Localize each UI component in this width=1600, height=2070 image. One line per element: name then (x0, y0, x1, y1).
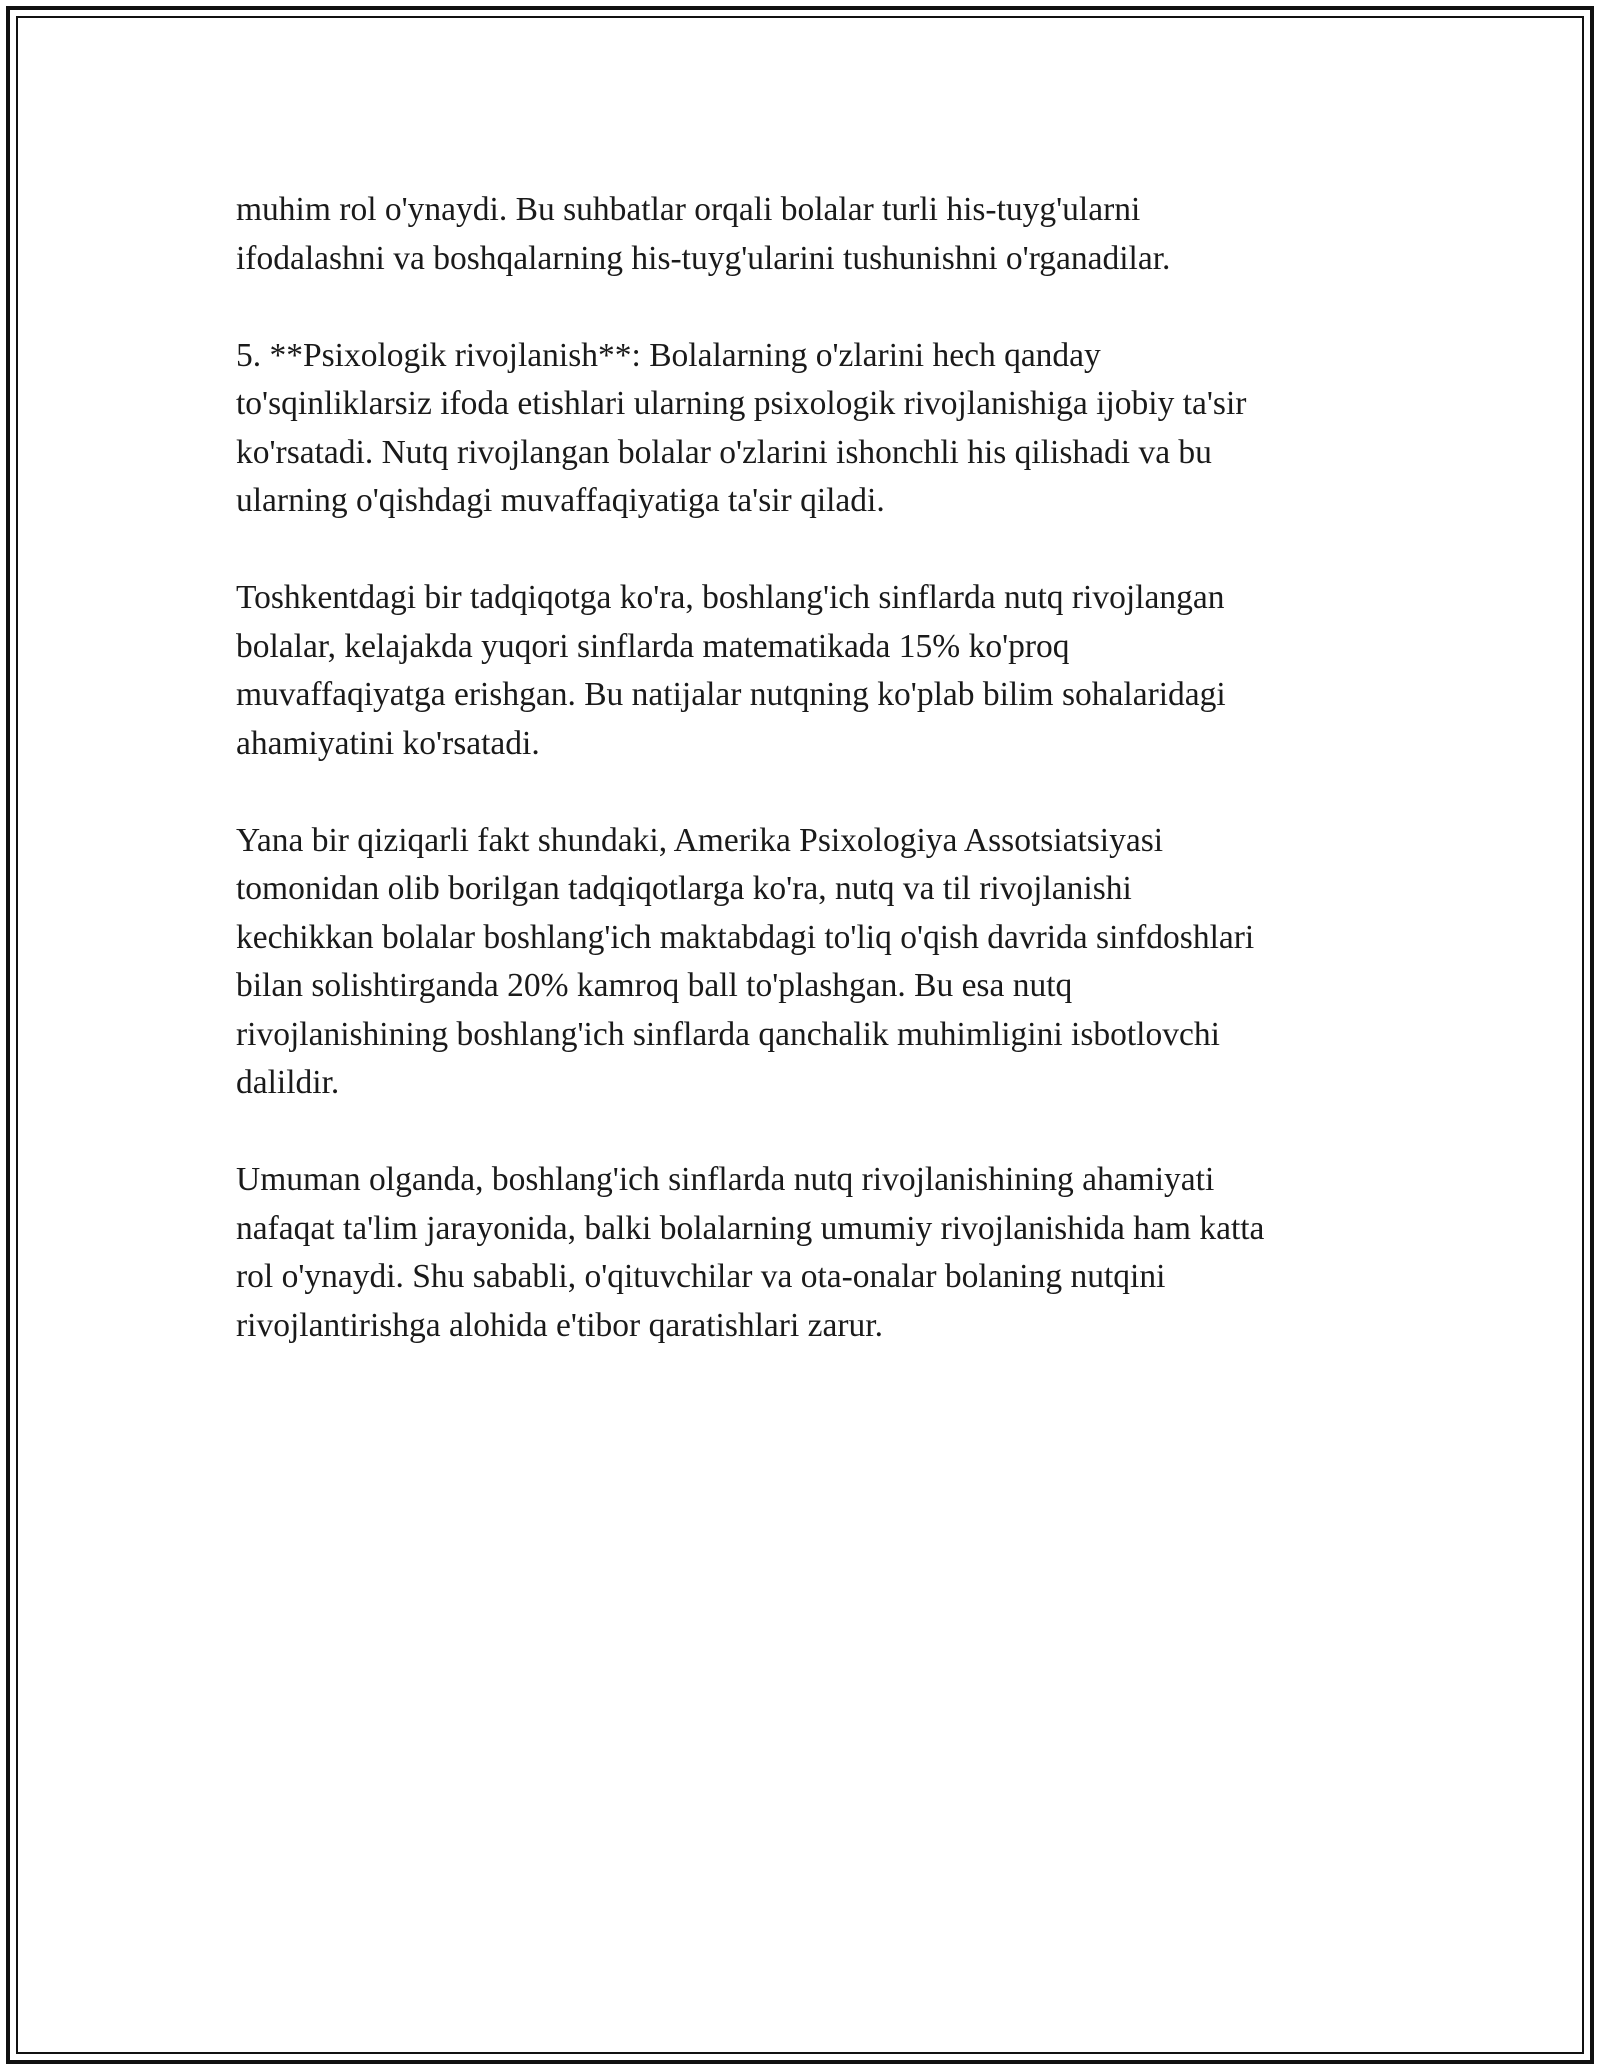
paragraph-psychological-development: 5. **Psixologik rivojlanish**: Bolalarning o'zlarini hech qanday to'sqinliklarsiz ifoda etishlari ularning psixologik rivojlanishiga ijobiy ta'sir ko'rsatadi. Nutq rivojlangan bolalar o'zlarini ishonchli his qilishadi va bu ularning o'qishdagi muvaffaqiyatiga ta'sir qiladi. (236, 336, 1247, 519)
document-body (236, 186, 1386, 1399)
paragraph-tashkent-study: Toshkentdagi bir tadqiqotga ko'ra, boshlang'ich sinflarda nutq rivojlangan bolalar, kelajakda yuqori sinflarda matematikada 15% ko'proq muvaffaqiyatga erishgan. Bu natijalar nutqning ko'plab bilim sohalaridagi ahamiyatini ko'rsatadi. (236, 579, 1226, 762)
paragraph-speech-emotions: muhim rol o'ynaydi. Bu suhbatlar orqali bolalar turli his-tuyg'ularni ifodalashni va boshqalarning his-tuyg'ularini tushunishni o'rganadilar. (236, 191, 1171, 277)
paragraph-apa-study: Yana bir qiziqarli fakt shundaki, Amerika Psixologiya Assotsiatsiyasi tomonidan olib borilgan tadqiqotlarga ko'ra, nutq va til rivojlanishi kechikkan bolalar boshlang'ich maktabdagi to'liq o'qish davrida sinfdoshlari bilan solishtirganda 20% kamroq ball to'plashgan. Bu esa nutq rivojlanishining boshlang'ich sinflarda qanchalik muhimligini isbotlovchi dalildir. (236, 821, 1255, 1101)
paragraph-conclusion: Umuman olganda, boshlang'ich sinflarda nutq rivojlanishining ahamiyati nafaqat ta'lim jarayonida, balki bolalarning umumiy rivojlanishida ham katta rol o'ynaydi. Shu sababli, o'qituvchilar va ota-onalar bolaning nutqini rivojlantirishga alohida e'tibor qaratishlari zarur. (236, 1161, 1265, 1344)
